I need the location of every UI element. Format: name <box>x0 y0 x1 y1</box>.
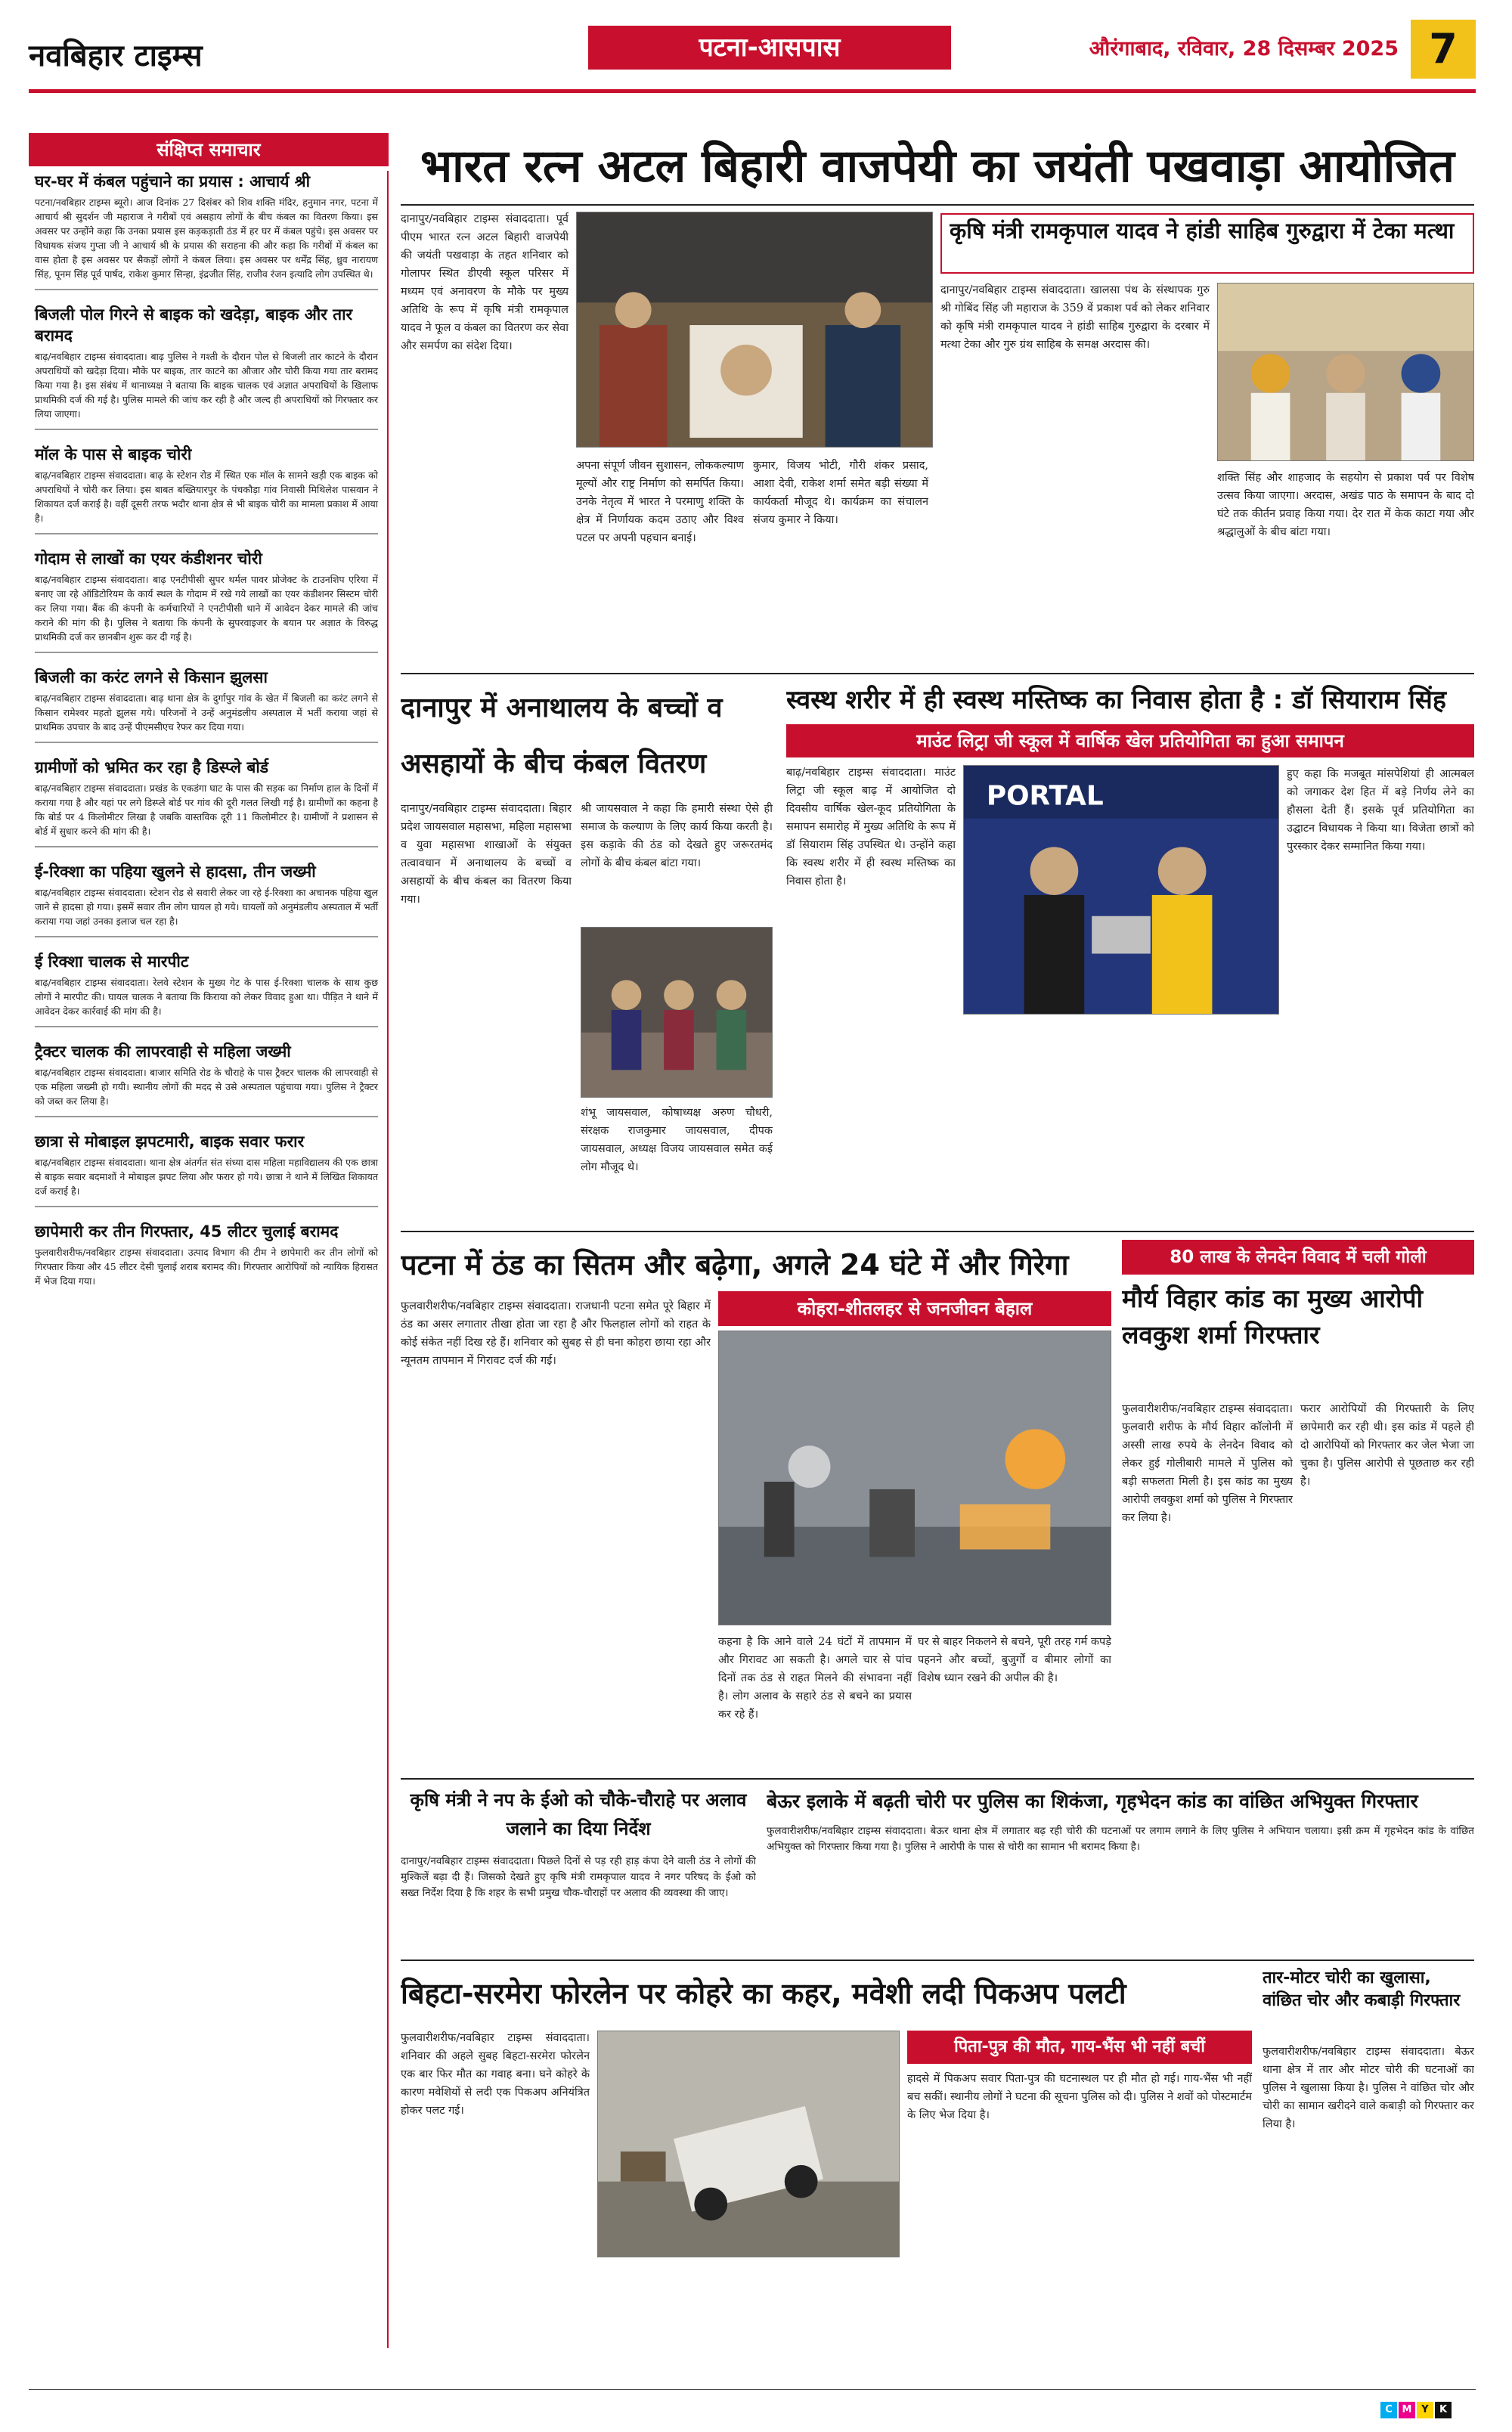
gurudwara-headline: कृषि मंत्री रामकृपाल यादव ने हांडी साहिब गुरुद्वारा में टेका मत्था <box>950 218 1455 243</box>
yellow-mark: Y <box>1417 2402 1433 2418</box>
accident-headline: बिहटा-सरमेरा फोरलेन पर कोहरे का कहर, मवेशी लदी पिकअप पलटी <box>401 1977 1126 2010</box>
cold-body-2: कहना है कि आने वाले 24 घंटों में तापमान में और गिरावट आ सकती है। अगले चार से पांच दिनों तक ठंड से राहत मिलने की संभावना नहीं है। लोग अलाव के सहारे ठंड से बचने का प्रयास कर रहे हैं। <box>718 1636 912 1721</box>
health-photo <box>963 765 1279 1015</box>
cold-body-1: फुलवारीशरीफ/नवबिहार टाइम्स संवाददाता। राजधानी पटना समेत पूरे बिहार में ठंड का असर लगातार तीखा होता जा रहा है और फिलहाल लोगों को राहत के कोई संकेत नहीं दिख रहे हैं। शनिवार को सुबह से ही घना कोहरा छाया रहा और न्यूनतम तापमान में गिरावट दर्ज की गई। <box>401 1300 711 1367</box>
brief-headline: बिजली पोल गिरने से बाइक को खदेड़ा, बाइक और तार बरामद <box>35 305 353 345</box>
minister-headline: कृषि मंत्री ने नप के ईओ को चौके-चौराहे पर अलाव जलाने का दिया निर्देश <box>410 1789 747 1839</box>
brief-headline: बिजली का करंट लगने से किसान झुलसा <box>35 668 268 686</box>
svg-text:PORTAL: PORTAL <box>986 780 1104 812</box>
briefs-column <box>29 171 389 2348</box>
lead-body-2: अपना संपूर्ण जीवन सुशासन, लोककल्याण मूल्यों और राष्ट्र निर्माण को समर्पित किया। उनके नेतृत्व में भारत ने परमाणु शक्ति के क्षेत्र में निर्णायक कदम उठाए और विश्व पटल पर अपनी पहचान बनाई। <box>576 460 744 544</box>
blankets-body-2: श्री जायसवाल ने कहा कि हमारी संस्था ऐसे ही समाज के कल्याण के लिए कार्य किया करती है। इस कड़ाके की ठंड को देखते हुए जरूरतमंद लोगों के बीच कंबल बांटा गया। <box>581 803 773 869</box>
brief-headline: छापेमारी कर तीन गिरफ्तार, 45 लीटर चुलाई बरामद <box>35 1222 339 1241</box>
health-body-1: बाढ़/नवबिहार टाइम्स संवाददाता। माउंट लिट्रा जी स्कूल बाढ़ में आयोजित दो दिवसीय वार्षिक खेल-कूद प्रतियोगिता के समापन समारोह में मुख्य अतिथि के रूप में डॉ सियाराम सिंह उपस्थित थे। उन्होंने कहा कि स्वस्थ शरीर में ही स्वस्थ मस्तिष्क का निवास होता है। <box>786 767 956 888</box>
cold-body-3: घर से बाहर निकलने से बचने, पूरी तरह गर्म कपड़े पहनने और बच्चों, बुजुर्गों व बीमार लोगों का विशेष ध्यान रखने की अपील की है। <box>918 1636 1111 1684</box>
brief-headline: ग्रामीणों को भ्रमित कर रहा है डिस्प्ले बोर्ड <box>35 758 269 776</box>
accident-body-2: हादसे में पिकअप सवार पिता-पुत्र की घटनास्थल पर ही मौत हो गई। गाय-भैंस भी नहीं बच सकीं। स्थानीय लोगों ने घटना की सूचना पुलिस को दी। पुलिस ने शवों को पोस्टमार्टम के लिए भेज दिया है। <box>907 2073 1252 2121</box>
section-divider <box>401 1960 1474 1961</box>
gurudwara-photo <box>1217 283 1474 461</box>
brief-headline: छात्रा से मोबाइल झपटमारी, बाइक सवार फरार <box>35 1132 305 1151</box>
lead-photo <box>576 212 933 448</box>
arrest-headline: मौर्य विहार कांड का मुख्य आरोपी लवकुश शर्मा गिरफ्तार <box>1122 1284 1424 1349</box>
health-headline: स्वस्थ शरीर में ही स्वस्थ मस्तिष्क का निवास होता है : डॉ सियाराम सिंह <box>786 685 1446 715</box>
brief-item <box>35 1041 378 1117</box>
cold-subhead: कोहरा-शीतलहर से जनजीवन बेहाल <box>718 1291 1111 1326</box>
lead-headline: भारत रत्न अटल बिहारी वाजपेयी का जयंती पखवाड़ा आयोजित <box>420 140 1455 193</box>
arrest-body-1: फुलवारीशरीफ/नवबिहार टाइम्स संवाददाता। फुलवारी शरीफ के मौर्य विहार कॉलोनी में अस्सी लाख रुपये के लेनदेन विवाद को लेकर हुई गोलीबारी मामले में पुलिस को बड़ी सफलता मिली है। इस कांड का मुख्य आरोपी लवकुश शर्मा को पुलिस ने गिरफ्तार कर लिया है। <box>1122 1403 1293 1524</box>
accident-photo <box>597 2031 900 2257</box>
brief-item <box>35 861 378 937</box>
brand-name: नवबिहार टाइम्स <box>29 39 203 73</box>
arrest-tag: 80 लाख के लेनदेन विवाद में चली गोली <box>1122 1240 1474 1275</box>
minister-body: दानापुर/नवबिहार टाइम्स संवाददाता। पिछले दिनों से पड़ रही हाड़ कंपा देने वाली ठंड ने लोगों की मुश्किलें बढ़ा दी हैं। जिसको देखते हुए कृषि मंत्री रामकृपाल यादव ने नगर परिषद के ईओ को सख्त निर्देश दिया है कि शहर के सभी प्रमुख चौक-चौराहों पर अलाव की व्यवस्था की जाए। <box>401 1855 756 1899</box>
section-label: पटना-आसपास <box>588 26 951 70</box>
accident-body-1: फुलवारीशरीफ/नवबिहार टाइम्स संवाददाता। शनिवार की अहले सुबह बिहटा-सरमेरा फोरलेन एक बार फिर मौत का गवाह बना। घने कोहरे के कारण मवेशियों से लदी एक पिकअप अनियंत्रित होकर पलट गई। <box>401 2032 590 2117</box>
black-mark: K <box>1435 2402 1452 2418</box>
brief-item <box>35 667 378 743</box>
brief-headline: ई रिक्शा चालक से मारपीट <box>35 953 189 971</box>
cyan-mark: C <box>1380 2402 1397 2418</box>
lead-body-1: दानापुर/नवबिहार टाइम्स संवाददाता। पूर्व पीएम भारत रत्न अटल बिहारी वाजपेयी की जयंती पखवाड़ा के तहत शनिवार को गोलापर स्थित डीएवी स्कूल परिसर में मध्यम एवं अनावरण के मौके पर मुख्य अतिथि के रूप में कृषि मंत्री रामकृपाल यादव ने फूल व कंबल का वितरण कर सेवा और समर्पण का संदेश दिया। <box>401 213 569 352</box>
blankets-headline: दानापुर में अनाथालय के बच्चों व असहायों के बीच कंबल वितरण <box>401 692 723 779</box>
brief-body: बाढ़/नवबिहार टाइम्स संवाददाता। रेलवे स्टेशन के मुख्य गेट के पास ई-रिक्शा चालक के साथ कुछ लोगों ने मारपीट की। घायल चालक ने बताया कि किराया को लेकर विवाद हुआ था। पीड़ित ने थाने में आवेदन देकर कार्रवाई की मांग की है। <box>35 977 378 1017</box>
wire-body: फुलवारीशरीफ/नवबिहार टाइम्स संवाददाता। बेऊर थाना क्षेत्र में तार और मोटर चोरी की घटनाओं का पुलिस ने खुलासा किया है। पुलिस ने वांछित चोर और चोरी का सामान खरीदने वाले कबाड़ी को गिरफ्तार कर लिया है। <box>1263 2046 1474 2130</box>
issue-date: औरंगाबाद, रविवार, 28 दिसम्बर 2025 <box>1089 37 1399 60</box>
brief-body: फुलवारीशरीफ/नवबिहार टाइम्स संवाददाता। उत्पाद विभाग की टीम ने छापेमारी कर तीन लोगों को गिरफ्तार किया और 45 लीटर देसी चुलाई शराब बरामद की। गिरफ्तार आरोपियों को न्यायिक हिरासत में भेज दिया गया। <box>35 1247 378 1287</box>
brief-body: बाढ़/नवबिहार टाइम्स संवाददाता। बाढ़ के स्टेशन रोड में स्थित एक मॉल के सामने खड़ी एक बाइक को अपराधियों ने चोरी कर लिया। इस बाबत बख्तियारपुर के पंचकौड़ा गांव निवासी मिथिलेश पासवान ने शिकायत दर्ज कराई है। वहीं दूसरी तरफ भदौर थाना क्षेत्र से भी बाइक चोरी का मामला प्रकाश में आया है। <box>35 469 378 524</box>
section-divider <box>401 1778 1474 1780</box>
brief-body: बाढ़/नवबिहार टाइम्स संवाददाता। बाढ़ थाना क्षेत्र के दुर्गापुर गांव के खेत में बिजली का करंट लगने से किसान रामेश्वर महतो झुलस गये। परिजनों ने उन्हें अनुमंडलीय अस्पताल में भर्ती कराया जहां से प्राथमिक उपचार के बाद उन्हें पीएमसीएच रेफर कर दिया गया। <box>35 692 378 733</box>
wire-headline: तार-मोटर चोरी का खुलासा, वांछित चोर और कबाड़ी गिरफ्तार <box>1263 1969 1461 2010</box>
brief-body: बाढ़/नवबिहार टाइम्स संवाददाता। बाढ़ एनटीपीसी सुपर थर्मल पावर प्रोजेक्ट के टाउनशिप एरिया में बनाए जा रहे ऑडिटोरियम के कार्य स्थल के गोदाम में रखे गये लाखों का एयर कंडीशनर सिस्टम चोरी कर लिया गया। बैंक की कंपनी के कर्मचारियों ने एनटीपीसी थाने में आवेदन देकर मामले की जांच कराने की मांग की है। पुलिस ने बताया कि कंपनी के सुपरवाइजर के बयान पर अज्ञात के विरुद्ध प्राथमिकी दर्ज कर छानबीन शुरू कर दी गई है। <box>35 574 378 643</box>
health-subhead: माउंट लिट्रा जी स्कूल में वार्षिक खेल प्रतियोगिता का हुआ समापन <box>786 724 1474 757</box>
gurudwara-body-1: दानापुर/नवबिहार टाइम्स संवाददाता। खालसा पंथ के संस्थापक गुरु श्री गोबिंद सिंह जी महाराज के 359 वें प्रकाश पर्व को लेकर शनिवार को कृषि मंत्री रामकृपाल यादव ने हांडी साहिब गुरुद्वारा के दरबार में मत्था टेका और गुरु ग्रंथ साहिब के समक्ष अरदास की। <box>940 284 1210 351</box>
accident-subhead: पिता-पुत्र की मौत, गाय-भैंस भी नहीं बचीं <box>907 2031 1252 2064</box>
lead-rule <box>401 204 1474 206</box>
brief-body: बाढ़/नवबिहार टाइम्स संवाददाता। बाढ़ पुलिस ने गश्ती के दौरान पोल से बिजली तार काटने के दौरान अपराधियों को खदेड़ा दिया। मौके पर बाइक, तार काटने का औजार और चोरी किया गया तार बरामद किया गया है। इस संबंध में थानाध्यक्ष ने बताया कि बाइक चालक एवं अज्ञात अपराधियों के खिलाफ प्राथमिकी दर्ज की गई है। पुलिस मामले की जांच कर रही है और जल्द ही अपराधियों को गिरफ्तार कर लिया जाएगा। <box>35 351 378 420</box>
theft-body: फुलवारीशरीफ/नवबिहार टाइम्स संवाददाता। बेऊर थाना क्षेत्र में लगातार बढ़ रही चोरी की घटनाओं पर लगाम लगाने के लिए पुलिस ने अभियान चलाया। इसी क्रम में गृहभेदन कांड के वांछित अभियुक्त को गिरफ्तार किया गया है। पुलिस ने आरोपी के पास से चोरी का सामान भी बरामद किया है। <box>767 1825 1474 1853</box>
brief-body: बाढ़/नवबिहार टाइम्स संवाददाता। थाना क्षेत्र अंतर्गत संत संध्या दास महिला महाविद्यालय की एक छात्रा से बाइक सवार बदमाशों ने मोबाइल झपट लिया और फरार हो गये। छात्रा ने थाने में लिखित शिकायत दर्ज कराई है। <box>35 1157 378 1197</box>
footer-rule <box>29 2389 1476 2390</box>
theft-headline: बेऊर इलाके में बढ़ती चोरी पर पुलिस का शिकंजा, गृहभेदन कांड का वांछित अभियुक्त गिरफ्तार <box>767 1790 1418 1812</box>
section-divider <box>401 1231 1474 1232</box>
briefs-title: संक्षिप्त समाचार <box>29 133 389 166</box>
brief-item <box>35 1221 378 1288</box>
arrest-body-2: फरार आरोपियों की गिरफ्तारी के लिए छापेमारी कर रही थी। इस कांड में पहले ही दो आरोपियों को गिरफ्तार कर जेल भेजा जा चुका है। पुलिस आरोपी से पूछताछ कर रही है। <box>1300 1403 1474 1488</box>
brief-item <box>35 171 378 290</box>
masthead <box>0 0 1512 89</box>
brief-body: बाढ़/नवबिहार टाइम्स संवाददाता। बाजार समिति रोड के चौराहे के पास ट्रैक्टर चालक की लापरवाही से एक महिला जख्मी हो गयी। स्थानीय लोगों की मदद से उसे अस्पताल पहुंचाया गया। पुलिस ने ट्रैक्टर को जब्त कर लिया है। <box>35 1067 378 1107</box>
brief-body: पटना/नवबिहार टाइम्स ब्यूरो। आज दिनांक 27 दिसंबर को शिव शक्ति मंदिर, हनुमान नगर, पटना में आचार्य श्री सुदर्शन जी महाराज ने गरीबों एवं असहाय लोगों के बीच कंबल का वितरण किया। इस अवसर पर उन्होंने कहा कि उनका प्रयास इस कड़कड़ाती ठंड में हर घर में कंबल पहुंचे। इस अवसर पर विधायक संजय गुप्ता जी ने आचार्य श्री के प्रयास की सराहना की और कहा कि गरीबों में कंबल का वास होता है इस अवसर पर सैकड़ों लोगों ने कंबल लिया। इस अवसर पर धर्मेंद्र सिंह, ध्रुव नारायण सिंह, पूनम सिंह पूर्व पार्षद, राकेश कुमार सिन्हा, इंद्रजीत सिंह, राजीव रंजन इत्यादि लोग उपस्थित थे। <box>35 197 378 280</box>
page-number: 7 <box>1411 20 1476 79</box>
brief-headline: ई-रिक्शा का पहिया खुलने से हादसा, तीन जख्मी <box>35 863 316 881</box>
cold-headline: पटना में ठंड का सितम और बढ़ेगा, अगले 24 घंटे में और गिरेगा <box>401 1248 1069 1281</box>
brief-item <box>35 444 378 534</box>
section-divider <box>401 673 1474 674</box>
brief-headline: मॉल के पास से बाइक चोरी <box>35 445 192 463</box>
masthead-rule <box>29 89 1476 93</box>
brief-body: बाढ़/नवबिहार टाइम्स संवाददाता। स्टेशन रोड से सवारी लेकर जा रहे ई-रिक्शा का अचानक पहिया खुल जाने से हादसा हो गया। इसमें सवार तीन लोग घायल हो गये। घायलों को अनुमंडलीय अस्पताल में भर्ती कराया गया जहां उनका इलाज चल रहा है। <box>35 887 378 927</box>
brief-headline: ट्रैक्टर चालक की लापरवाही से महिला जख्मी <box>35 1043 291 1061</box>
brief-item <box>35 951 378 1027</box>
cold-photo <box>718 1331 1111 1625</box>
blankets-body-3: शंभू जायसवाल, कोषाध्यक्ष अरुण चौधरी, संरक्षक राजकुमार जायसवाल, दीपक जायसवाल, अध्यक्ष विजय जायसवाल समेत कई लोग मौजूद थे। <box>581 1107 773 1173</box>
blankets-photo <box>581 927 773 1098</box>
brief-item <box>35 304 378 430</box>
brief-headline: गोदाम से लाखों का एयर कंडीशनर चोरी <box>35 550 262 568</box>
brief-headline: घर-घर में कंबल पहुंचाने का प्रयास : आचार्य श्री <box>35 172 311 191</box>
brief-item <box>35 548 378 653</box>
health-body-2: हुए कहा कि मजबूत मांसपेशियां ही आत्मबल को जगाकर देश हित में बड़े निर्णय लेने का हौसला देती हैं। इसके पूर्व प्रतियोगिता का उद्घाटन विधायक ने किया था। विजेता छात्रों को पुरस्कार देकर सम्मानित किया गया। <box>1287 768 1474 853</box>
blankets-body-1: दानापुर/नवबिहार टाइम्स संवाददाता। बिहार प्रदेश जायसवाल महासभा, महिला महासभा व युवा महासभा शाखाओं के संयुक्त तत्वावधान में अनाथालय के बच्चों व असहायों के बीच कंबल का वितरण किया गया। <box>401 803 572 906</box>
print-registration-marks <box>1380 2402 1452 2418</box>
brief-item <box>35 757 378 847</box>
brief-body: बाढ़/नवबिहार टाइम्स संवाददाता। प्रखंड के एकडंगा घाट के पास की सड़क का निर्माण हाल के दिनों में कराया गया है और यहां पर लगे डिस्प्ले बोर्ड पर गांव की दूरी गलत लिखी गई है। ग्रामीणों का कहना है कि बोर्ड पर 4 किलोमीटर लिखा है जबकि वास्तविक दूरी 11 किलोमीटर है। ग्रामीणों ने प्रशासन से बोर्ड में सुधार करने की मांग की है। <box>35 782 378 837</box>
gurudwara-body-2: शक्ति सिंह और शाहजाद के सहयोग से प्रकाश पर्व पर विशेष उत्सव किया जाएगा। अरदास, अखंड पाठ के समापन के बाद दो घंटे तक कीर्तन प्रवाह किया गया। देर रात में केक काटा गया और श्रद्धालुओं के बीच बांटा गया। <box>1217 472 1474 538</box>
lead-body-3: कुमार, विजय भोटी, गौरी शंकर प्रसाद, आशा देवी, राकेश शर्मा समेत बड़ी संख्या में कार्यकर्ता मौजूद थे। कार्यक्रम का संचालन संजय कुमार ने किया। <box>753 460 928 526</box>
brief-item <box>35 1131 378 1207</box>
magenta-mark: M <box>1399 2402 1415 2418</box>
